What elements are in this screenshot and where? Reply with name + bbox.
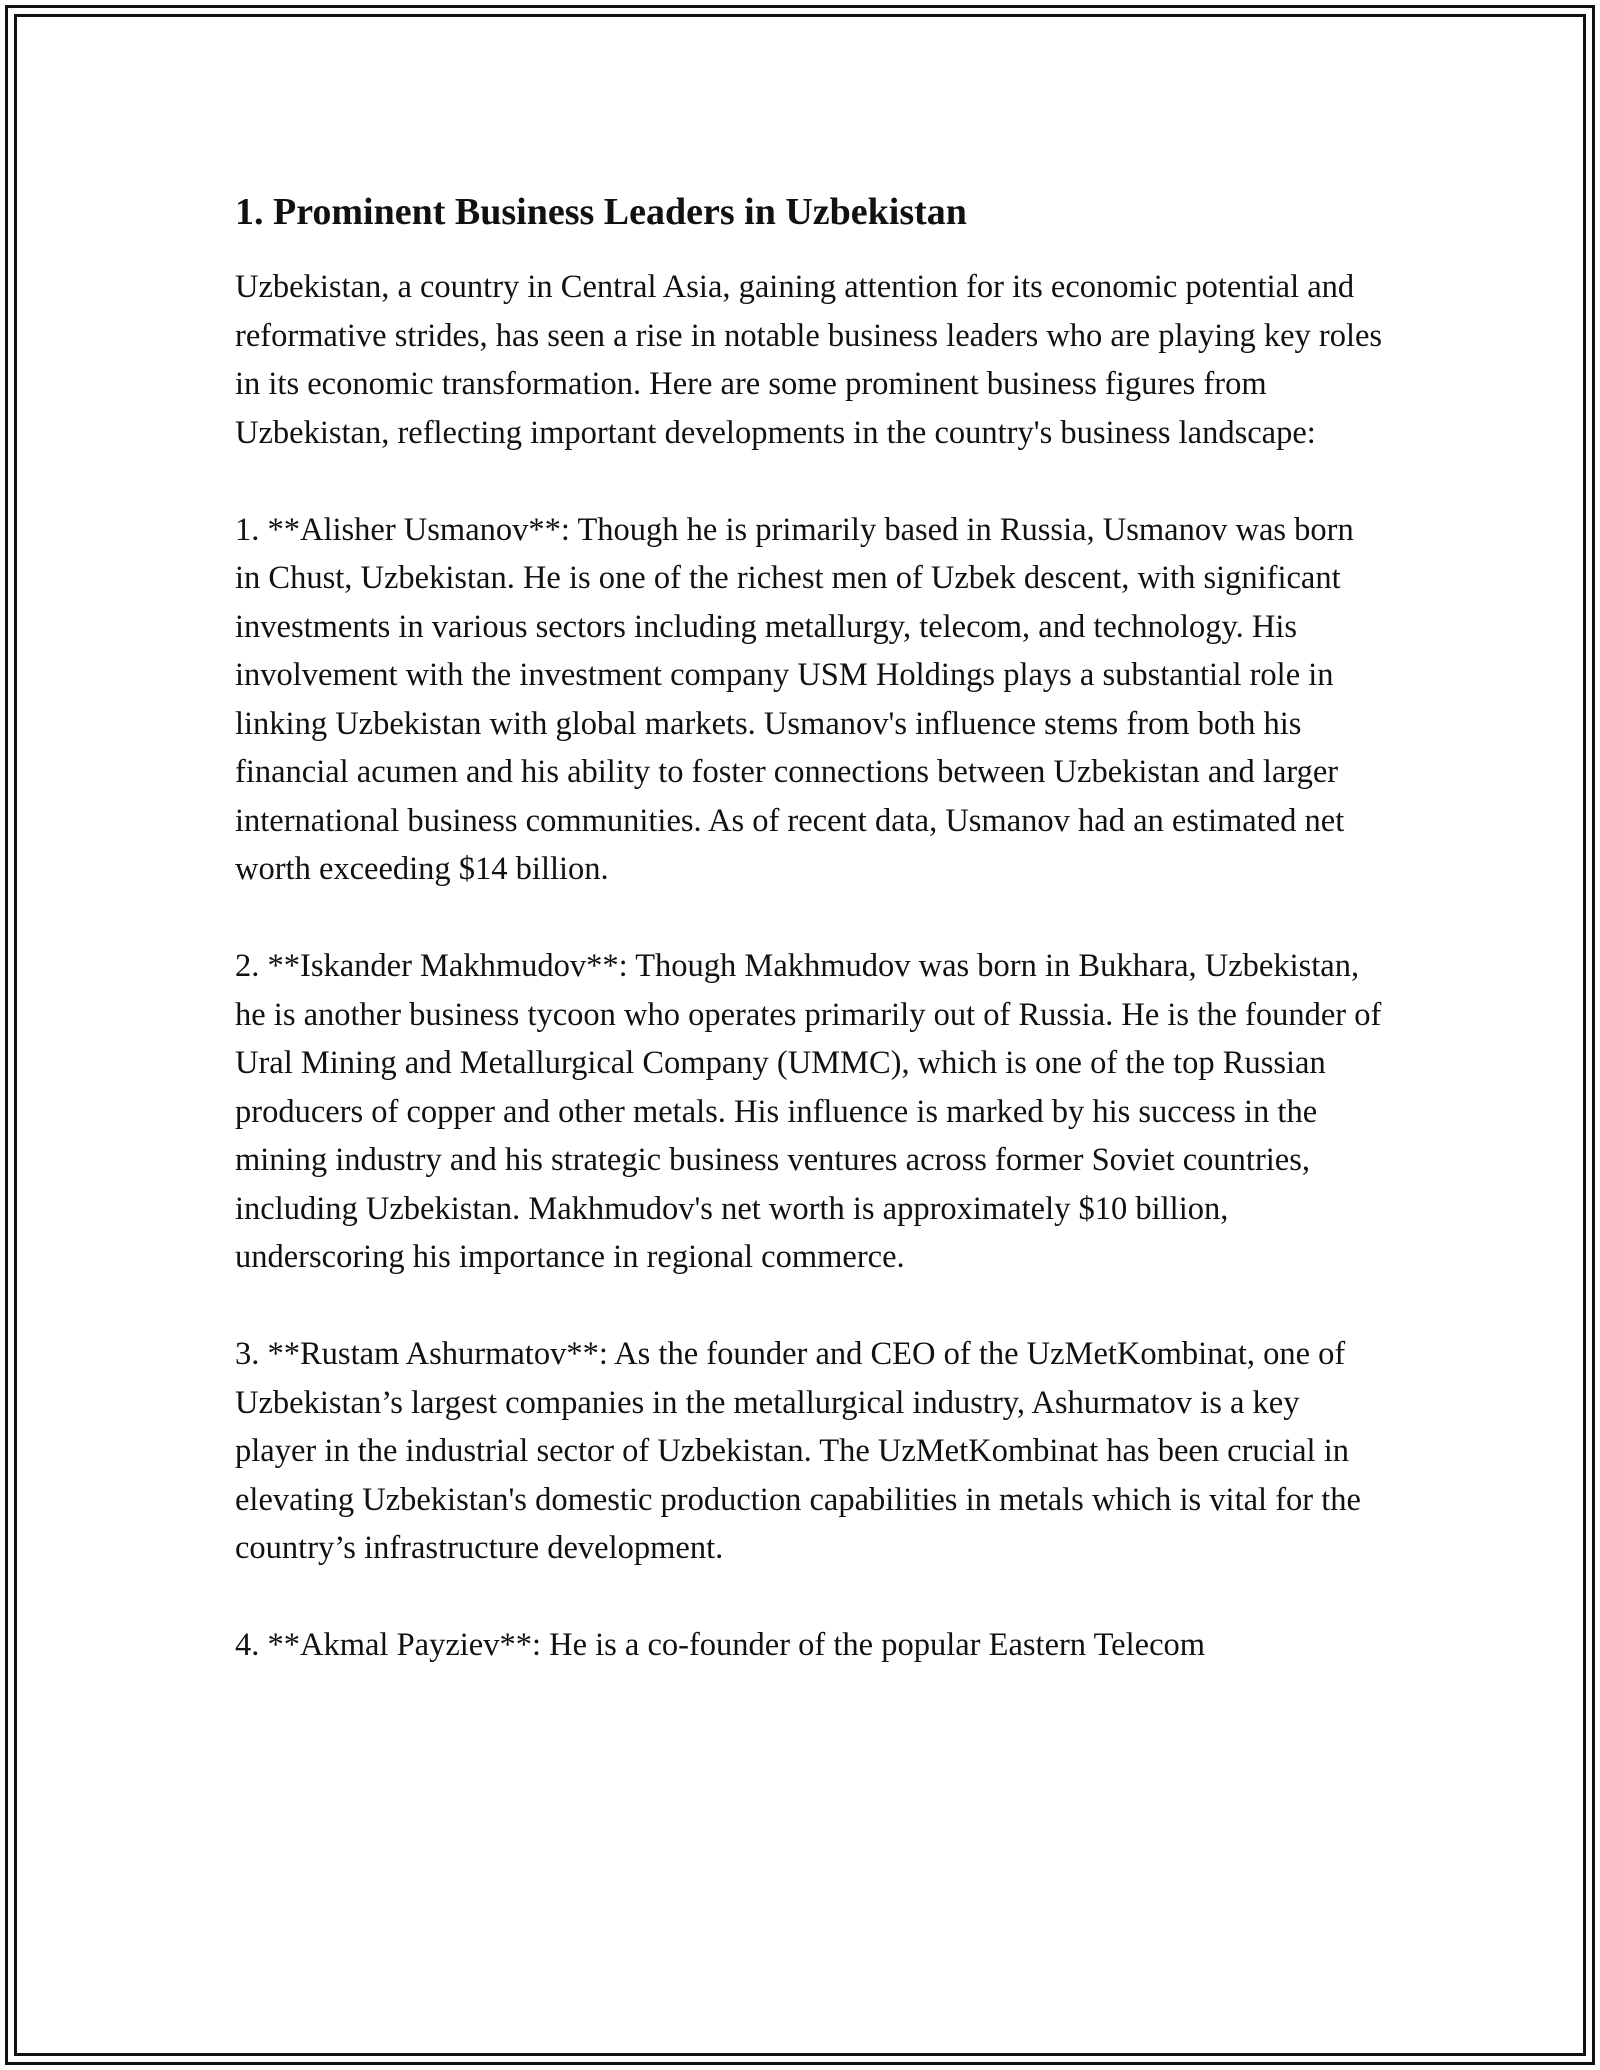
document-body	[235, 186, 1385, 1670]
list-item-payziev: 4. **Akmal Payziev**: He is a co-founder of the popular Eastern Telecom	[235, 1627, 1206, 1663]
paragraph-gap	[235, 1282, 1385, 1331]
list-item-usmanov: 1. **Alisher Usmanov**: Though he is primarily based in Russia, Usmanov was born in Chust, Uzbekistan. He is one of the richest men of Uzbek descent, with significant investments in various sectors including metallurgy, telecom, and technology. His involvement with the investment company USM Holdings plays a substantial role in linking Uzbekistan with global markets. Usmanov's influence stems from both his financial acumen and his ability to foster connections between Uzbekistan and larger international business communities. As of recent data, Usmanov had an estimated net worth exceeding $14 billion.	[235, 511, 1354, 887]
list-item-ashurmatov: 3. **Rustam Ashurmatov**: As the founder and CEO of the UzMetKombinat, one of Uzbekistan’s largest companies in the metallurgical industry, Ashurmatov is a key player in the industrial sector of Uzbekistan. The UzMetKombinat has been crucial in elevating Uzbekistan's domestic production capabilities in metals which is vital for the country’s infrastructure development.	[235, 1336, 1361, 1566]
paragraph-gap	[235, 894, 1385, 943]
document-title: 1. Prominent Business Leaders in Uzbekistan	[235, 191, 967, 233]
intro-paragraph: Uzbekistan, a country in Central Asia, gaining attention for its economic potential and reformative strides, has seen a rise in notable business leaders who are playing key roles in its economic transformation. Here are some prominent business figures from Uzbekistan, reflecting important developments in the country's business landscape:	[235, 269, 1383, 451]
paragraph-gap	[235, 1573, 1385, 1622]
list-item-makhmudov: 2. **Iskander Makhmudov**: Though Makhmudov was born in Bukhara, Uzbekistan, he is another business tycoon who operates primarily out of Russia. He is the founder of Ural Mining and Metallurgical Company (UMMC), which is one of the top Russian producers of copper and other metals. His influence is marked by his success in the mining industry and his strategic business ventures across former Soviet countries, including Uzbekistan. Makhmudov's net worth is approximately $10 billion, underscoring his importance in regional commerce.	[235, 948, 1382, 1275]
paragraph-gap	[235, 457, 1385, 506]
